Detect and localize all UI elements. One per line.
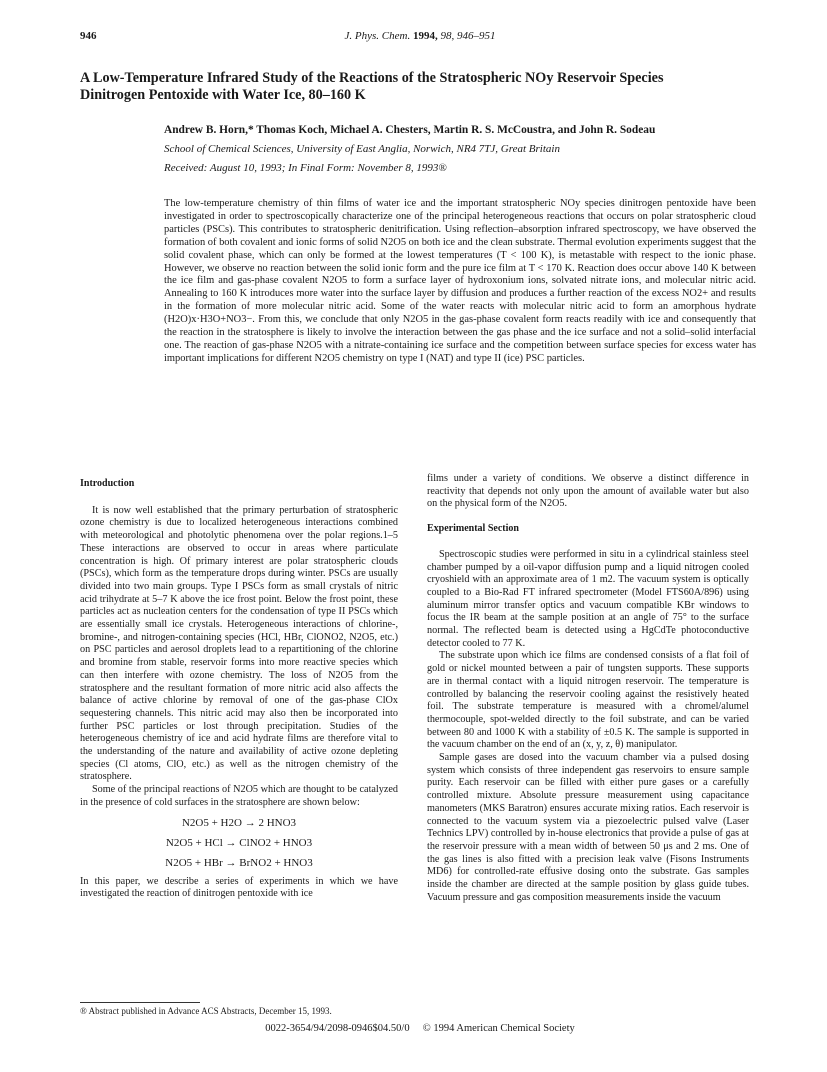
intro-paragraph-2: Some of the principal reactions of N2O5 which are thought to be catalyzed in the presence of cold surfaces in the stratosphere are shown below: <box>80 784 398 808</box>
equation-1: N2O5 + H2O → 2 HNO3 <box>181 816 297 829</box>
copyright: © 1994 American Chemical Society <box>422 1023 575 1034</box>
article-code: 0022-3654/94/2098-0946$04.50/0 <box>265 1023 410 1034</box>
left-column <box>80 478 398 901</box>
title-line-1: A Low-Temperature Infrared Study of the Reactions of the Stratospheric NOy Reservoir Species <box>80 70 664 86</box>
equation-2: N2O5 + HCl → ClNO2 + HNO3 <box>165 836 313 849</box>
section-heading-experimental: Experimental Section <box>427 523 519 535</box>
page-number: 946 <box>80 30 97 42</box>
received-dates: Received: August 10, 1993; In Final Form: November 8, 1993® <box>164 162 447 174</box>
journal-year: 1994, <box>412 30 438 42</box>
right-column <box>427 473 749 905</box>
journal-pages: 946–951 <box>456 30 496 42</box>
experimental-paragraph-2: The substrate upon which ice films are condensed consists of a flat foil of gold or nickel mounted between a pair of tungsten supports. These supports are in thermal contact with a liquid nitrogen reservoir. The temperature is controlled by balancing the reservoir cooling against the resistively heated foil. The substrate temperature is measured with a chromel/alumel thermocouple, spot-welded directly to the foil substrate, and can be varied between 80 and 1000 K with a stability of ±0.5 K. The sample is supported in the vacuum chamber on the end of an (x, y, z, θ) manipulator. <box>427 650 749 751</box>
journal-citation <box>80 30 760 42</box>
abstract: The low-temperature chemistry of thin films of water ice and the important stratospheric NOy species dinitrogen pentoxide have been investigated in order to spectroscopically characterize one of the principal heterogeneous reactions that occurs on polar stratospheric cloud particles (PSCs). This contributes to stratospheric denitrification. Using reflection–absorption infrared spectroscopy, we have observed the formation of both covalent and ionic forms of solid N2O5 on both ice and the clean substrate. Thermal evolution experiments suggest that the solid covalent phase, which can only be formed at the lowest temperatures (T < 100 K), is metastable with respect to the ionic phase. However, we observe no reaction between the solid ionic form and the pure ice film at T < 170 K. Reaction does occur above 140 K between the ice film and gas-phase covalent N2O5 to form a surface layer of hydroxonium ions, solvated nitrate ions, and molecular nitric acid. Annealing to 160 K introduces more water into the surface layer by diffusion and produces a further reaction of the excess NO2+ and results in the formation of more molecular nitric acid. Some of the water reacts with molecular nitric acid to form an amorphous hydrate (H2O)x·H3O+NO3−. From this, we conclude that only N2O5 in the gas-phase covalent form reacts readily with ice and consequently that the reaction in the stratosphere is likely to involve the interaction between the gas phase and the ice surface and not a solid–solid interfacial one. The reaction of gas-phase N2O5 with a nitrate-containing ice surface and the competition between surface species for excess water has important implications for different N2O5 chemistry on type I (NAT) and type II (ice) PSC particles. <box>164 198 756 364</box>
footnote: ® Abstract published in Advance ACS Abstracts, December 15, 1993. <box>80 1006 332 1016</box>
page-footer <box>80 1023 760 1034</box>
footnote-divider <box>80 1002 200 1003</box>
experimental-paragraph-3: Sample gases are dosed into the vacuum chamber via a pulsed dosing system which consists of three independent gas reservoirs to ensure sample purity. Each reservoir can be filled with either pure gases or a carefully controlled mixture. Absolute pressure measurement using capacitance manometers (MKS Baratron) ensures accurate mixing ratios. Each reservoir is connected to the vacuum system via a piezoelectric pulsed valve (Laser Technics LPV) controlled by in-house electronics that provide a pulse of gas at the reservoir pressure with a mean width of between 50 μs and 2 ms. One of the gas lines is also fitted with a precision leak valve (Fisons Instruments MD6) for controlled-rate effusive dosing onto the substrate. Gas samples inside the chamber are directed at the sample position by glass guide tubes. Vacuum pressure and gas composition measurements inside the vacuum <box>427 752 749 903</box>
running-header <box>80 30 760 44</box>
intro-paragraph-1: It is now well established that the primary perturbation of stratospheric ozone chemistry is due to localized heterogeneous interactions combined with meteorological and photolytic phenomena over the polar regions.1–5 These interactions are observed to occur in areas where particulate concentration is high. Of primary interest are polar stratospheric clouds (PSCs), which form as the temperature drops during winter. PSCs are usually divided into two main groups. Type I PSCs form as small crystals of nitric acid trihydrate at 5–7 K above the ice frost point. Below the frost point, these particles act as nucleation centers for the condensation of type II PSCs which are essentially small ice crystals. Heterogeneous interactions of chlorine-, bromine-, and nitrogen-containing species (HCl, HBr, ClONO2, N2O5, etc.) on PSC particles and aerosol droplets lead to a repartitioning of the chlorine and bromine from stable, reservoir forms into more reactive species which can then interfere with ozone chemistry. The loss of N2O5 from the stratosphere and the resultant formation of more nitric acid also affects the balance of active chlorine by removal of one of the gas-phase ClOx sequestering channels. This nitric acid may also then be incorporated into further PSC particles or lost through precipitation. Studies of the heterogeneous chemistry of ice and acid hydrate films are therefore vital to the understanding of the nature and availability of active ozone depleting species (Cl atoms, ClO, etc.) as well as the nitrogen chemistry of the stratosphere. <box>80 504 398 783</box>
reaction-equations <box>80 813 398 873</box>
equation-3: N2O5 + HBr → BrNO2 + HNO3 <box>165 856 313 869</box>
author-list: Andrew B. Horn,* Thomas Koch, Michael A. Chesters, Martin R. S. McCoustra, and John R. Sodeau <box>164 124 656 136</box>
section-heading-introduction: Introduction <box>80 478 135 489</box>
article-title <box>80 70 770 104</box>
journal-name: J. Phys. Chem. <box>344 30 411 42</box>
intro-paragraph-3: In this paper, we describe a series of experiments in which we have investigated the reaction of dinitrogen pentoxide with ice <box>80 875 398 900</box>
affiliation: School of Chemical Sciences, University of East Anglia, Norwich, NR4 7TJ, Great Britain <box>164 143 560 155</box>
title-line-2: Dinitrogen Pentoxide with Water Ice, 80–160 K <box>80 87 366 103</box>
journal-issue: 98, <box>440 30 455 42</box>
intro-continuation: films under a variety of conditions. We observe a distinct difference in reactivity that depends not only upon the amount of available water but also on the physical form of the N2O5. <box>427 473 749 510</box>
experimental-paragraph-1: Spectroscopic studies were performed in situ in a cylindrical stainless steel chamber pumped by a oil-vapor diffusion pump and a liquid nitrogen cooled cryoshield with an approximate area of 1 m2. The vacuum system is optically coupled to a Bio-Rad FT infrared spectrometer (Model FTS60A/896) using aluminum mirror transfer optics and vacuum compatible KBr windows to focus the IR beam at the sample position at an angle of 75° to the surface normal. The reflected beam is detected using a HgCdTe photoconductive detector cooled to 77 K. <box>427 548 749 649</box>
